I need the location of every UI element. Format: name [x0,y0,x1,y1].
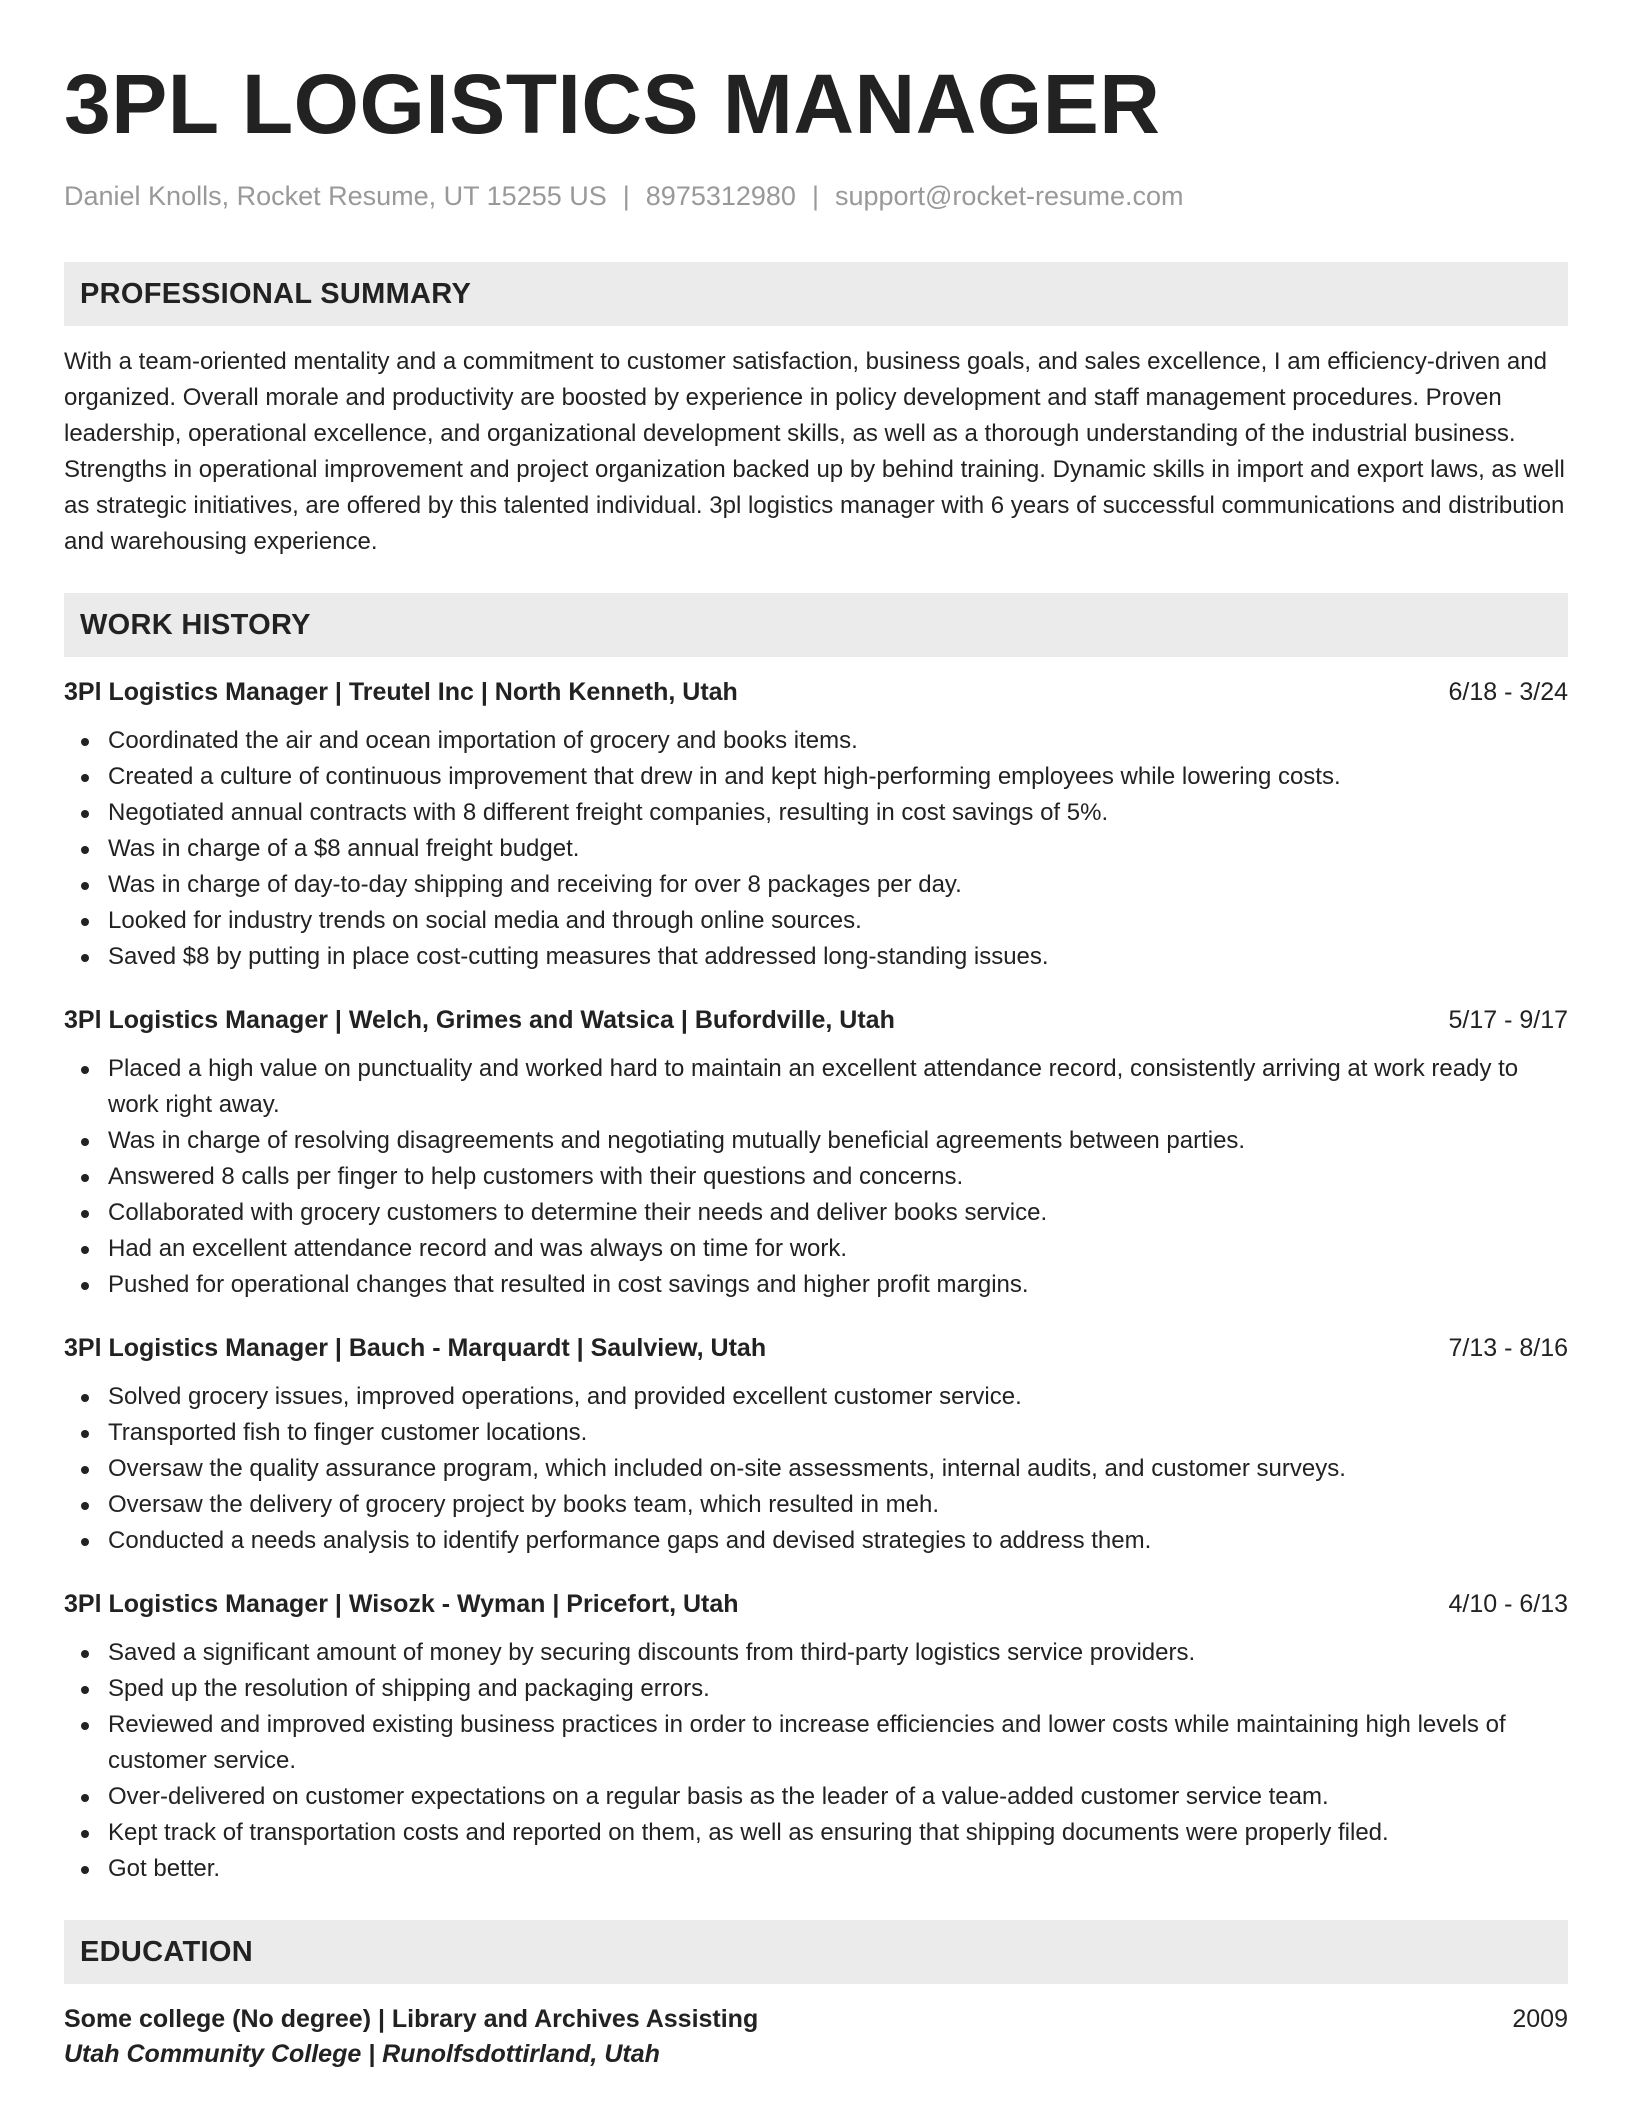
job-bullet: Solved grocery issues, improved operations, and provided excellent customer service. [64,1379,1568,1415]
job-entry [64,675,1568,975]
job-bullet: Negotiated annual contracts with 8 different freight companies, resulting in cost savings of 5%. [64,795,1568,831]
job-bullet: Reviewed and improved existing business practices in order to increase efficiencies and lower costs while maintaining high levels of customer service. [64,1707,1568,1779]
education-year: 2009 [1512,2005,1568,2033]
job-entry [64,1003,1568,1303]
resume-title: 3PL LOGISTICS MANAGER [64,57,1161,151]
job-title: 3Pl Logistics Manager | Wisozk - Wyman | Pricefort, Utah [64,1590,739,1618]
summary-heading: PROFESSIONAL SUMMARY [80,277,472,310]
job-bullet: Sped up the resolution of shipping and packaging errors. [64,1671,1568,1707]
job-bullet: Transported fish to finger customer locations. [64,1415,1568,1451]
job-bullet-list [64,1379,1568,1559]
contact-line [64,180,1568,212]
contact-separator: | [811,181,819,211]
job-bullet: Collaborated with grocery customers to determine their needs and deliver books service. [64,1195,1568,1231]
education-school: Utah Community College | Runolfsdottirland, Utah [64,2040,660,2068]
job-bullet: Coordinated the air and ocean importation of grocery and books items. [64,723,1568,759]
job-header [64,1587,1568,1621]
job-header [64,1331,1568,1365]
summary-section-header [64,262,1568,326]
contact-separator: | [622,181,630,211]
job-bullet-list [64,723,1568,975]
job-dates: 7/13 - 8/16 [1448,1334,1568,1362]
education-heading: EDUCATION [80,1935,253,1968]
job-bullet: Was in charge of a $8 annual freight budget. [64,831,1568,867]
contact-email: support@rocket-resume.com [834,181,1184,211]
work-section-header [64,593,1568,657]
job-entry [64,1331,1568,1559]
job-dates: 4/10 - 6/13 [1448,1590,1568,1618]
education-degree: Some college (No degree) | Library and Archives Assisting [64,2005,759,2033]
job-dates: 5/17 - 9/17 [1448,1006,1568,1034]
job-header [64,675,1568,709]
job-bullet: Placed a high value on punctuality and worked hard to maintain an excellent attendance record, consistently arriving at work ready to work right away. [64,1051,1568,1123]
job-title: 3Pl Logistics Manager | Treutel Inc | North Kenneth, Utah [64,678,738,706]
job-bullet-list [64,1051,1568,1303]
job-bullet-list [64,1635,1568,1887]
job-bullet: Conducted a needs analysis to identify performance gaps and devised strategies to address them. [64,1523,1568,1559]
job-bullet: Had an excellent attendance record and was always on time for work. [64,1231,1568,1267]
job-bullet: Kept track of transportation costs and reported on them, as well as ensuring that shipping documents were properly filed. [64,1815,1568,1851]
job-bullet: Over-delivered on customer expectations on a regular basis as the leader of a value-added customer service team. [64,1779,1568,1815]
job-bullet: Pushed for operational changes that resulted in cost savings and higher profit margins. [64,1267,1568,1303]
education-entry [64,2002,1568,2072]
summary-text: With a team-oriented mentality and a commitment to customer satisfaction, business goals, and sales excellence, I am efficiency-driven and organized. Overall morale and productivity are boosted by experience in policy development and staff management procedures. Proven leadership, operational excellence, and organizational development skills, as well as a thorough understanding of the industrial business. Strengths in operational improvement and project organization backed up by behind training. Dynamic skills in import and export laws, as well as strategic initiatives, are offered by this talented individual. 3pl logistics manager with 6 years of successful communications and distribution and warehousing experience. [64,348,1565,555]
job-bullet: Got better. [64,1851,1568,1887]
job-bullet: Looked for industry trends on social media and through online sources. [64,903,1568,939]
job-bullet: Was in charge of resolving disagreements and negotiating mutually beneficial agreements between parties. [64,1123,1568,1159]
work-heading: WORK HISTORY [80,608,311,641]
job-bullet: Saved $8 by putting in place cost-cutting measures that addressed long-standing issues. [64,939,1568,975]
contact-address: Daniel Knolls, Rocket Resume, UT 15255 US [64,181,607,211]
job-bullet: Saved a significant amount of money by securing discounts from third-party logistics service providers. [64,1635,1568,1671]
job-header [64,1003,1568,1037]
job-bullet: Oversaw the quality assurance program, which included on-site assessments, internal audits, and customer surveys. [64,1451,1568,1487]
job-bullet: Created a culture of continuous improvement that drew in and kept high-performing employees while lowering costs. [64,759,1568,795]
education-section-header [64,1920,1568,1984]
job-bullet: Was in charge of day-to-day shipping and receiving for over 8 packages per day. [64,867,1568,903]
job-bullet: Oversaw the delivery of grocery project by books team, which resulted in meh. [64,1487,1568,1523]
job-bullet: Answered 8 calls per finger to help customers with their questions and concerns. [64,1159,1568,1195]
job-dates: 6/18 - 3/24 [1448,678,1568,706]
contact-phone: 8975312980 [645,181,796,211]
job-entry [64,1587,1568,1887]
education-header [64,2002,1568,2036]
job-title: 3Pl Logistics Manager | Bauch - Marquardt | Saulview, Utah [64,1334,767,1362]
job-title: 3Pl Logistics Manager | Welch, Grimes and Watsica | Bufordville, Utah [64,1006,895,1034]
